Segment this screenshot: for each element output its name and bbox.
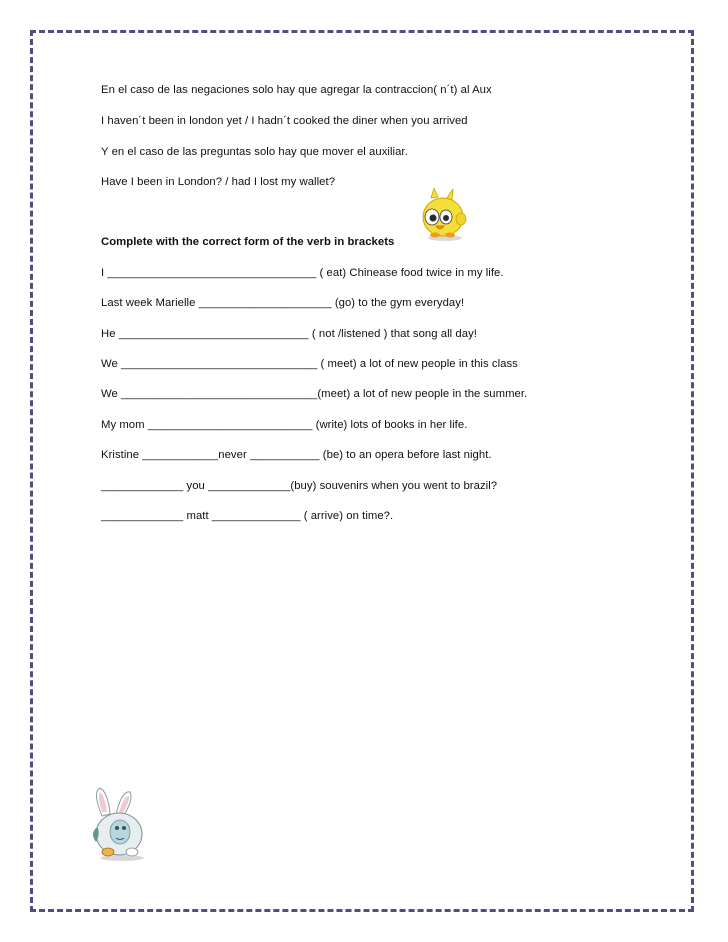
dashed-page-border	[30, 30, 694, 912]
exercise-item-8: _____________ you _____________(buy) souvenirs when you went to brazil?	[101, 480, 498, 492]
intro-line-3: Y en el caso de las preguntas solo hay que mover el auxiliar.	[101, 146, 408, 158]
exercise-item-3: He ______________________________ ( not /listened ) that song all day!	[101, 328, 477, 340]
intro-line-2: I haven´t been in london yet / I hadn´t cooked the diner when you arrived	[101, 115, 468, 127]
exercise-item-7: Kristine ____________never ___________ (be) to an opera before last night.	[101, 449, 492, 461]
white-bunny-icon	[88, 786, 150, 862]
exercise-item-9: _____________ matt ______________ ( arrive) on time?.	[101, 510, 394, 522]
yellow-chick-icon	[417, 188, 469, 242]
intro-line-4: Have I been in London? / had I lost my wallet?	[101, 176, 336, 188]
exercise-item-6: My mom __________________________ (write) lots of books in her life.	[101, 419, 468, 431]
exercise-item-4: We _______________________________ ( meet) a lot of new people in this class	[101, 358, 518, 370]
exercise-item-2: Last week Marielle _____________________ (go) to the gym everyday!	[101, 297, 465, 309]
exercise-item-1: I _________________________________ ( eat) Chinease food twice in my life.	[101, 267, 504, 279]
exercise-title: Complete with the correct form of the verb in brackets	[101, 236, 395, 248]
intro-line-1: En el caso de las negaciones solo hay que agregar la contraccion( n´t) al Aux	[101, 84, 492, 96]
exercise-item-5: We _______________________________(meet) a lot of new people in the summer.	[101, 388, 528, 400]
